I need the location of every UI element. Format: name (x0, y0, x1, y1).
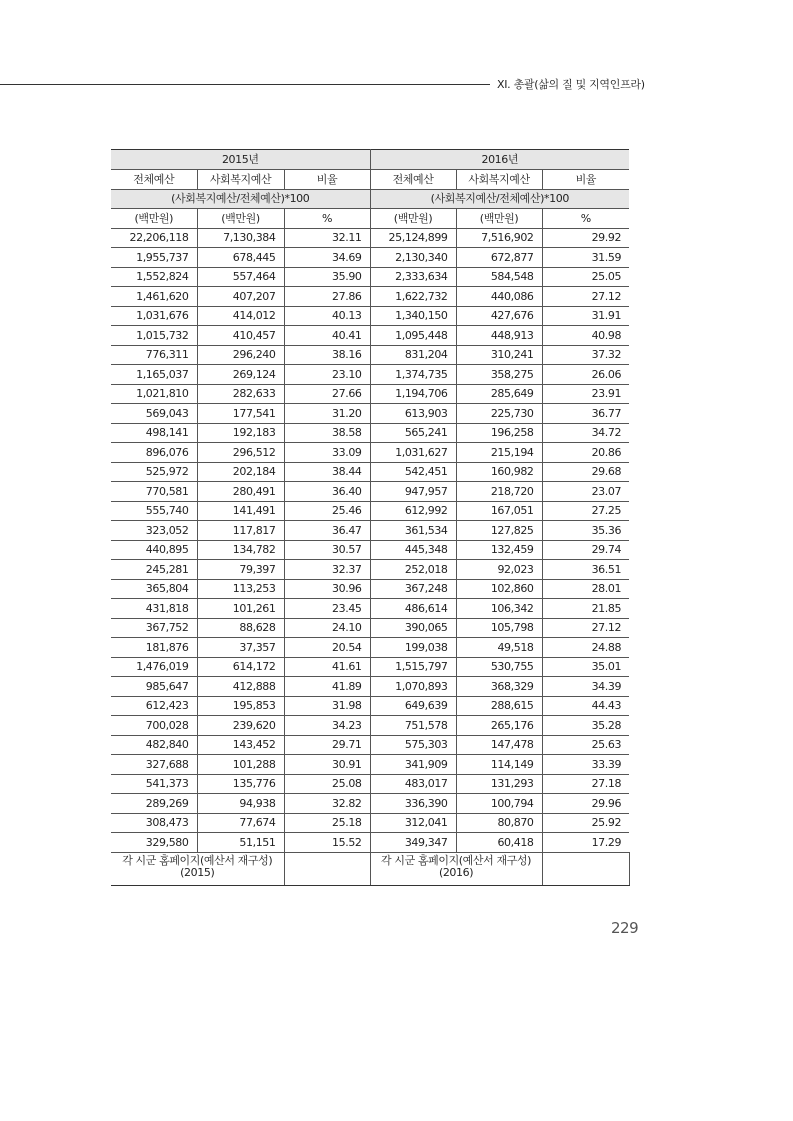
cell-welfare-2016: 105,798 (456, 618, 542, 638)
cell-welfare-2015: 195,853 (197, 696, 284, 716)
source-2016 (370, 852, 542, 885)
unit-ratio-2016: % (542, 209, 629, 229)
welfare-budget-table (111, 149, 630, 886)
cell-total-2015: 181,876 (111, 638, 197, 658)
table-row (111, 326, 629, 346)
cell-welfare-2016: 127,825 (456, 521, 542, 541)
table-row (111, 696, 629, 716)
cell-total-2015: 1,165,037 (111, 365, 197, 385)
table-row (111, 794, 629, 814)
cell-total-2015: 700,028 (111, 716, 197, 736)
cell-welfare-2015: 134,782 (197, 540, 284, 560)
cell-welfare-2016: 218,720 (456, 482, 542, 502)
source-2016-line2: (2016) (438, 865, 474, 879)
cell-total-2016: 1,340,150 (370, 306, 456, 326)
cell-total-2016: 613,903 (370, 404, 456, 424)
cell-ratio-2016: 25.92 (542, 813, 629, 833)
cell-ratio-2016: 28.01 (542, 579, 629, 599)
cell-total-2016: 445,348 (370, 540, 456, 560)
cell-ratio-2016: 24.88 (542, 638, 629, 658)
cell-welfare-2015: 113,253 (197, 579, 284, 599)
cell-welfare-2015: 239,620 (197, 716, 284, 736)
cell-total-2016: 1,515,797 (370, 657, 456, 677)
table-row (111, 267, 629, 287)
cell-welfare-2015: 557,464 (197, 267, 284, 287)
cell-total-2016: 947,957 (370, 482, 456, 502)
unit-ratio-2015: % (284, 209, 370, 229)
cell-ratio-2015: 32.82 (284, 794, 370, 814)
table-row (111, 735, 629, 755)
cell-total-2016: 483,017 (370, 774, 456, 794)
cell-ratio-2015: 34.23 (284, 716, 370, 736)
table-row (111, 404, 629, 424)
cell-welfare-2015: 37,357 (197, 638, 284, 658)
unit-welfare-2016: (백만원) (456, 209, 542, 229)
cell-total-2015: 440,895 (111, 540, 197, 560)
cell-total-2015: 308,473 (111, 813, 197, 833)
cell-welfare-2016: 49,518 (456, 638, 542, 658)
cell-welfare-2015: 280,491 (197, 482, 284, 502)
table-row (111, 287, 629, 307)
cell-ratio-2015: 30.57 (284, 540, 370, 560)
cell-welfare-2016: 215,194 (456, 443, 542, 463)
table-row (111, 228, 629, 248)
table-row (111, 540, 629, 560)
cell-welfare-2015: 51,151 (197, 833, 284, 853)
cell-welfare-2015: 177,541 (197, 404, 284, 424)
cell-total-2015: 482,840 (111, 735, 197, 755)
cell-total-2015: 770,581 (111, 482, 197, 502)
cell-welfare-2015: 117,817 (197, 521, 284, 541)
cell-ratio-2016: 23.07 (542, 482, 629, 502)
table-row (111, 384, 629, 404)
table-row (111, 423, 629, 443)
cell-welfare-2016: 167,051 (456, 501, 542, 521)
cell-total-2015: 1,955,737 (111, 248, 197, 268)
col-total-2015: 전체예산 (111, 170, 197, 190)
formula-2015: (사회복지예산/전체예산)*100 (111, 189, 370, 209)
cell-total-2015: 22,206,118 (111, 228, 197, 248)
year-2015-header: 2015년 (111, 150, 370, 170)
cell-ratio-2016: 35.28 (542, 716, 629, 736)
cell-ratio-2016: 31.91 (542, 306, 629, 326)
cell-welfare-2015: 614,172 (197, 657, 284, 677)
cell-total-2015: 1,015,732 (111, 326, 197, 346)
cell-total-2015: 365,804 (111, 579, 197, 599)
cell-welfare-2015: 7,130,384 (197, 228, 284, 248)
table-row (111, 462, 629, 482)
table-row (111, 813, 629, 833)
cell-welfare-2015: 143,452 (197, 735, 284, 755)
cell-ratio-2016: 27.18 (542, 774, 629, 794)
cell-ratio-2015: 40.13 (284, 306, 370, 326)
cell-total-2015: 367,752 (111, 618, 197, 638)
source-2016-empty (542, 852, 629, 885)
cell-total-2015: 612,423 (111, 696, 197, 716)
table-row (111, 560, 629, 580)
cell-welfare-2016: 310,241 (456, 345, 542, 365)
formula-2016: (사회복지예산/전체예산)*100 (370, 189, 629, 209)
cell-ratio-2015: 31.98 (284, 696, 370, 716)
table-row (111, 345, 629, 365)
cell-welfare-2016: 147,478 (456, 735, 542, 755)
source-2015 (111, 852, 284, 885)
year-2016-header: 2016년 (370, 150, 629, 170)
table-row (111, 306, 629, 326)
cell-ratio-2015: 32.37 (284, 560, 370, 580)
cell-ratio-2015: 25.46 (284, 501, 370, 521)
source-2016-line1: 각 시군 홈페이지(예산서 재구성) (381, 853, 532, 867)
table-body (111, 228, 629, 852)
cell-total-2015: 289,269 (111, 794, 197, 814)
source-row (111, 852, 629, 885)
cell-ratio-2016: 34.72 (542, 423, 629, 443)
formula-row (111, 189, 629, 209)
cell-ratio-2016: 34.39 (542, 677, 629, 697)
cell-ratio-2016: 33.39 (542, 755, 629, 775)
cell-welfare-2015: 414,012 (197, 306, 284, 326)
cell-total-2016: 2,130,340 (370, 248, 456, 268)
unit-row (111, 209, 629, 229)
cell-ratio-2015: 24.10 (284, 618, 370, 638)
cell-welfare-2015: 101,261 (197, 599, 284, 619)
cell-welfare-2016: 7,516,902 (456, 228, 542, 248)
cell-ratio-2016: 31.59 (542, 248, 629, 268)
cell-ratio-2016: 29.68 (542, 462, 629, 482)
table-row (111, 521, 629, 541)
cell-total-2016: 349,347 (370, 833, 456, 853)
cell-total-2016: 199,038 (370, 638, 456, 658)
cell-ratio-2015: 40.41 (284, 326, 370, 346)
cell-ratio-2015: 27.86 (284, 287, 370, 307)
cell-total-2015: 327,688 (111, 755, 197, 775)
cell-total-2015: 569,043 (111, 404, 197, 424)
cell-total-2015: 431,818 (111, 599, 197, 619)
cell-ratio-2016: 29.92 (542, 228, 629, 248)
cell-ratio-2015: 38.44 (284, 462, 370, 482)
chapter-title: XI. 총괄(삶의 질 및 지역인프라) (497, 78, 645, 91)
cell-welfare-2016: 440,086 (456, 287, 542, 307)
year-header-row (111, 150, 629, 170)
cell-total-2016: 1,622,732 (370, 287, 456, 307)
cell-total-2016: 486,614 (370, 599, 456, 619)
cell-ratio-2016: 36.77 (542, 404, 629, 424)
cell-welfare-2015: 678,445 (197, 248, 284, 268)
cell-ratio-2016: 27.25 (542, 501, 629, 521)
cell-welfare-2016: 102,860 (456, 579, 542, 599)
cell-ratio-2015: 41.61 (284, 657, 370, 677)
cell-ratio-2015: 23.45 (284, 599, 370, 619)
source-2015-line2: (2015) (180, 865, 215, 879)
cell-total-2015: 555,740 (111, 501, 197, 521)
cell-welfare-2016: 427,676 (456, 306, 542, 326)
cell-total-2015: 498,141 (111, 423, 197, 443)
cell-total-2016: 312,041 (370, 813, 456, 833)
cell-total-2016: 649,639 (370, 696, 456, 716)
col-ratio-2016: 비율 (542, 170, 629, 190)
cell-total-2015: 1,031,676 (111, 306, 197, 326)
cell-ratio-2016: 44.43 (542, 696, 629, 716)
cell-ratio-2015: 15.52 (284, 833, 370, 853)
table-row (111, 443, 629, 463)
cell-total-2016: 1,031,627 (370, 443, 456, 463)
cell-ratio-2015: 36.47 (284, 521, 370, 541)
cell-total-2015: 245,281 (111, 560, 197, 580)
cell-welfare-2015: 412,888 (197, 677, 284, 697)
unit-welfare-2015: (백만원) (197, 209, 284, 229)
cell-total-2016: 361,534 (370, 521, 456, 541)
table-row (111, 482, 629, 502)
cell-total-2015: 1,021,810 (111, 384, 197, 404)
table-row (111, 501, 629, 521)
table-row (111, 833, 629, 853)
cell-welfare-2015: 269,124 (197, 365, 284, 385)
cell-total-2015: 323,052 (111, 521, 197, 541)
cell-welfare-2016: 368,329 (456, 677, 542, 697)
cell-welfare-2015: 407,207 (197, 287, 284, 307)
cell-total-2016: 1,070,893 (370, 677, 456, 697)
header-rule (0, 84, 490, 85)
cell-ratio-2015: 25.18 (284, 813, 370, 833)
cell-total-2016: 390,065 (370, 618, 456, 638)
cell-total-2016: 1,095,448 (370, 326, 456, 346)
cell-welfare-2016: 60,418 (456, 833, 542, 853)
cell-total-2016: 751,578 (370, 716, 456, 736)
cell-welfare-2015: 101,288 (197, 755, 284, 775)
cell-welfare-2015: 192,183 (197, 423, 284, 443)
cell-welfare-2016: 285,649 (456, 384, 542, 404)
cell-ratio-2015: 31.20 (284, 404, 370, 424)
table-row (111, 599, 629, 619)
source-2015-empty (284, 852, 370, 885)
unit-total-2016: (백만원) (370, 209, 456, 229)
cell-welfare-2015: 296,512 (197, 443, 284, 463)
cell-ratio-2016: 35.36 (542, 521, 629, 541)
cell-total-2015: 1,461,620 (111, 287, 197, 307)
col-welfare-2015: 사회복지예산 (197, 170, 284, 190)
cell-total-2016: 367,248 (370, 579, 456, 599)
cell-welfare-2015: 79,397 (197, 560, 284, 580)
cell-ratio-2016: 25.63 (542, 735, 629, 755)
cell-ratio-2015: 20.54 (284, 638, 370, 658)
cell-ratio-2016: 27.12 (542, 287, 629, 307)
cell-ratio-2015: 30.91 (284, 755, 370, 775)
cell-total-2016: 1,374,735 (370, 365, 456, 385)
cell-welfare-2016: 106,342 (456, 599, 542, 619)
cell-ratio-2015: 23.10 (284, 365, 370, 385)
table-row (111, 638, 629, 658)
table-row (111, 365, 629, 385)
cell-welfare-2016: 358,275 (456, 365, 542, 385)
cell-welfare-2015: 202,184 (197, 462, 284, 482)
cell-total-2016: 542,451 (370, 462, 456, 482)
cell-ratio-2016: 27.12 (542, 618, 629, 638)
cell-ratio-2015: 35.90 (284, 267, 370, 287)
cell-welfare-2015: 410,457 (197, 326, 284, 346)
cell-welfare-2016: 225,730 (456, 404, 542, 424)
col-welfare-2016: 사회복지예산 (456, 170, 542, 190)
cell-ratio-2016: 29.74 (542, 540, 629, 560)
cell-ratio-2016: 26.06 (542, 365, 629, 385)
table-row (111, 618, 629, 638)
cell-total-2016: 252,018 (370, 560, 456, 580)
cell-welfare-2016: 288,615 (456, 696, 542, 716)
cell-ratio-2016: 17.29 (542, 833, 629, 853)
cell-total-2015: 776,311 (111, 345, 197, 365)
col-total-2016: 전체예산 (370, 170, 456, 190)
cell-total-2016: 336,390 (370, 794, 456, 814)
cell-total-2016: 341,909 (370, 755, 456, 775)
cell-welfare-2015: 88,628 (197, 618, 284, 638)
cell-welfare-2016: 672,877 (456, 248, 542, 268)
cell-total-2015: 1,476,019 (111, 657, 197, 677)
cell-ratio-2015: 30.96 (284, 579, 370, 599)
table-row (111, 774, 629, 794)
cell-total-2016: 1,194,706 (370, 384, 456, 404)
cell-ratio-2016: 35.01 (542, 657, 629, 677)
cell-ratio-2016: 25.05 (542, 267, 629, 287)
cell-ratio-2016: 20.86 (542, 443, 629, 463)
table-row (111, 716, 629, 736)
cell-total-2016: 2,333,634 (370, 267, 456, 287)
cell-ratio-2015: 38.16 (284, 345, 370, 365)
cell-welfare-2016: 114,149 (456, 755, 542, 775)
cell-total-2015: 896,076 (111, 443, 197, 463)
cell-total-2016: 831,204 (370, 345, 456, 365)
cell-welfare-2015: 94,938 (197, 794, 284, 814)
cell-total-2015: 329,580 (111, 833, 197, 853)
cell-total-2015: 525,972 (111, 462, 197, 482)
cell-welfare-2016: 100,794 (456, 794, 542, 814)
cell-ratio-2015: 41.89 (284, 677, 370, 697)
cell-welfare-2015: 141,491 (197, 501, 284, 521)
cell-welfare-2016: 448,913 (456, 326, 542, 346)
cell-welfare-2016: 92,023 (456, 560, 542, 580)
cell-total-2015: 1,552,824 (111, 267, 197, 287)
cell-welfare-2016: 131,293 (456, 774, 542, 794)
page-number: 229 (611, 919, 639, 937)
cell-ratio-2016: 36.51 (542, 560, 629, 580)
table-row (111, 248, 629, 268)
cell-welfare-2016: 80,870 (456, 813, 542, 833)
cell-total-2016: 25,124,899 (370, 228, 456, 248)
cell-total-2015: 985,647 (111, 677, 197, 697)
cell-ratio-2015: 34.69 (284, 248, 370, 268)
cell-welfare-2015: 135,776 (197, 774, 284, 794)
cell-ratio-2015: 29.71 (284, 735, 370, 755)
cell-welfare-2016: 530,755 (456, 657, 542, 677)
cell-ratio-2016: 23.91 (542, 384, 629, 404)
cell-ratio-2015: 32.11 (284, 228, 370, 248)
cell-ratio-2016: 21.85 (542, 599, 629, 619)
cell-welfare-2016: 196,258 (456, 423, 542, 443)
cell-welfare-2015: 296,240 (197, 345, 284, 365)
unit-total-2015: (백만원) (111, 209, 197, 229)
cell-welfare-2016: 584,548 (456, 267, 542, 287)
cell-ratio-2015: 33.09 (284, 443, 370, 463)
table-row (111, 657, 629, 677)
cell-ratio-2015: 25.08 (284, 774, 370, 794)
cell-ratio-2015: 38.58 (284, 423, 370, 443)
cell-welfare-2015: 77,674 (197, 813, 284, 833)
column-header-row (111, 170, 629, 190)
cell-welfare-2016: 160,982 (456, 462, 542, 482)
table-row (111, 677, 629, 697)
col-ratio-2015: 비율 (284, 170, 370, 190)
source-2015-line1: 각 시군 홈페이지(예산서 재구성) (122, 853, 273, 867)
cell-total-2016: 612,992 (370, 501, 456, 521)
cell-ratio-2015: 36.40 (284, 482, 370, 502)
table-row (111, 579, 629, 599)
cell-ratio-2016: 37.32 (542, 345, 629, 365)
cell-welfare-2015: 282,633 (197, 384, 284, 404)
cell-welfare-2016: 265,176 (456, 716, 542, 736)
cell-ratio-2015: 27.66 (284, 384, 370, 404)
cell-total-2016: 575,303 (370, 735, 456, 755)
cell-welfare-2016: 132,459 (456, 540, 542, 560)
cell-ratio-2016: 40.98 (542, 326, 629, 346)
table-row (111, 755, 629, 775)
cell-total-2016: 565,241 (370, 423, 456, 443)
cell-ratio-2016: 29.96 (542, 794, 629, 814)
cell-total-2015: 541,373 (111, 774, 197, 794)
